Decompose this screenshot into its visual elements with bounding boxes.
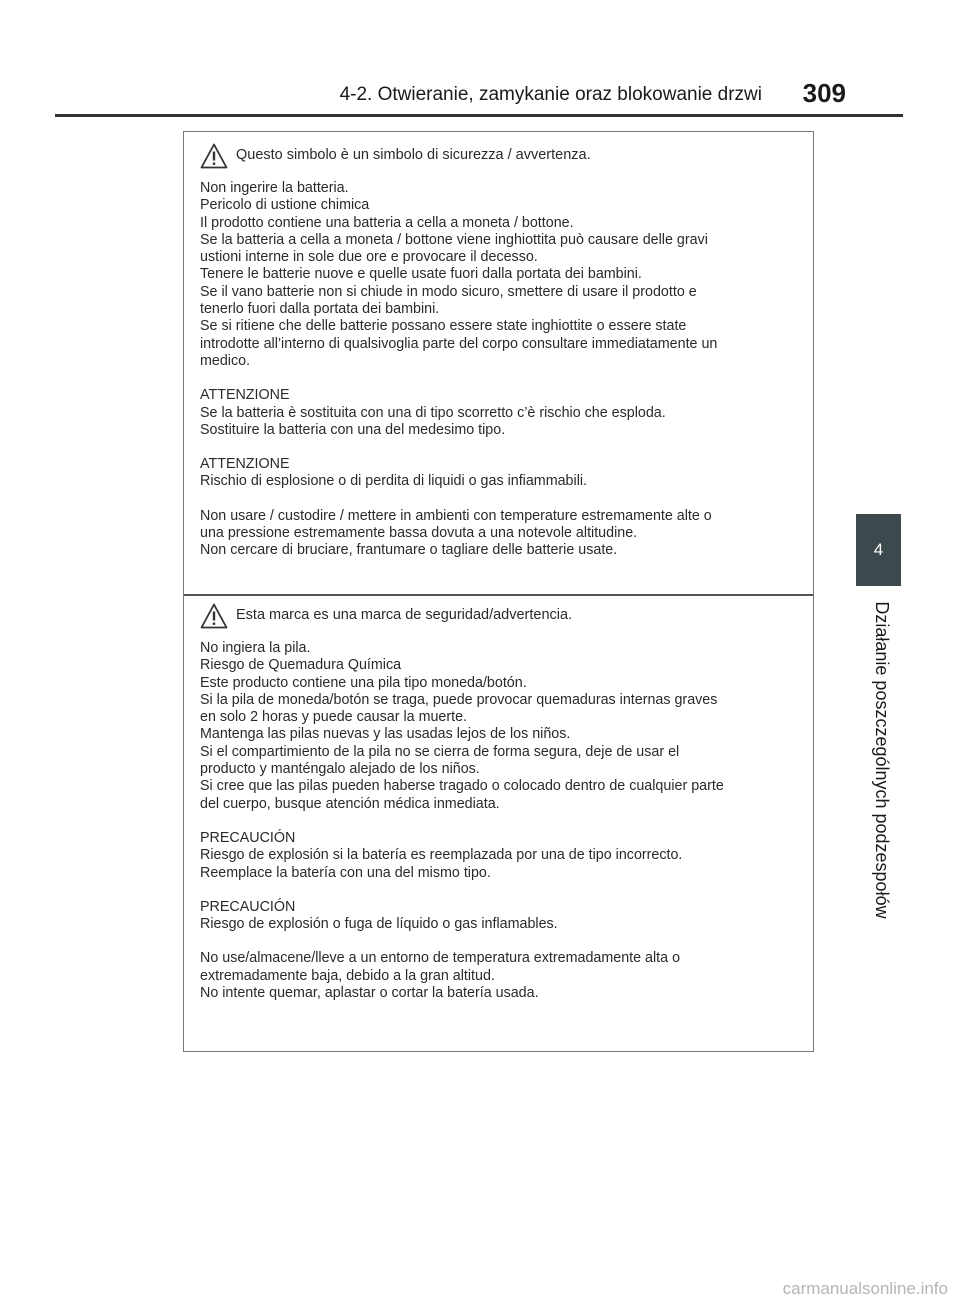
text-line: una pressione estremamente bassa dovuta a una notevole altitudine.	[200, 525, 638, 542]
text-line: No intente quemar, aplastar o cortar la batería usada.	[200, 985, 539, 1002]
text-line: Este producto contiene una pila tipo moneda/botón.	[200, 674, 527, 691]
text-line: ATTENZIONE	[200, 387, 290, 404]
warning-triangle-icon	[200, 603, 228, 629]
chapter-side-label: Działanie poszczególnych podzespołów	[872, 601, 892, 919]
text-line: Non ingerire la batteria.	[200, 180, 349, 196]
italian-paragraph-1	[200, 180, 800, 370]
text-line: Sostituire la batteria con una del medesimo tipo.	[200, 421, 506, 438]
spanish-paragraph-3	[200, 899, 800, 934]
text-line: No use/almacene/lleve a un entorno de temperatura extremadamente alta o	[200, 950, 681, 967]
spanish-paragraph-1	[200, 640, 800, 813]
italian-warning-panel	[200, 142, 800, 577]
battery-warning-box	[183, 131, 814, 1052]
spanish-warning-panel	[200, 602, 800, 1019]
spanish-paragraph-4	[200, 950, 800, 1002]
text-line: Si cree que las pilas pueden haberse tragado o colocado dentro de cualquier parte	[200, 778, 724, 795]
warning-triangle-icon	[200, 143, 228, 169]
text-line: Pericolo di ustione chimica	[200, 197, 370, 214]
text-line: Il prodotto contiene una batteria a cella a moneta / bottone.	[200, 214, 574, 231]
text-line: del cuerpo, busque atención médica inmediata.	[200, 795, 500, 812]
text-line: Si el compartimiento de la pila no se cierra de forma segura, deje de usar el	[200, 743, 680, 760]
spanish-paragraph-2	[200, 830, 800, 882]
text-line: tenerlo fuori dalla portata dei bambini.	[200, 301, 440, 318]
spanish-warning-heading-row	[200, 602, 800, 630]
text-line: Non cercare di bruciare, frantumare o tagliare delle batterie usate.	[200, 542, 618, 559]
text-line: Si la pila de moneda/botón se traga, puede provocar quemaduras internas graves	[200, 691, 718, 708]
text-line: Riesgo de Quemadura Química	[200, 657, 402, 674]
text-line: Se la batteria è sostituita con una di tipo scorretto c’è rischio che esploda.	[200, 404, 666, 421]
text-line: Riesgo de explosión si la batería es reemplazada por una de tipo incorrecto.	[200, 847, 683, 864]
text-line: Se si ritiene che delle batterie possano essere state inghiottite o essere state	[200, 318, 687, 335]
italian-warning-heading-row	[200, 142, 800, 170]
page-header	[0, 0, 960, 118]
italian-paragraph-3	[200, 456, 800, 491]
page-number: 309	[802, 78, 846, 108]
text-line: Mantenga las pilas nuevas y las usadas lejos de los niños.	[200, 726, 571, 743]
italian-paragraph-4	[200, 508, 800, 560]
italian-paragraph-2	[200, 387, 800, 439]
text-line: Non usare / custodire / mettere in ambienti con temperature estremamente alte o	[200, 507, 712, 524]
text-line: extremadamente baja, debido a la gran altitud.	[200, 967, 495, 984]
text-line: PRECAUCIÓN	[200, 829, 296, 846]
text-line: Se la batteria a cella a moneta / bottone viene inghiottita può causare delle gravi	[200, 231, 708, 248]
text-line: producto y manténgalo alejado de los niños.	[200, 761, 480, 778]
text-line: Rischio di esplosione o di perdita di liquidi o gas infiammabili.	[200, 473, 588, 490]
text-line: en solo 2 horas y puede causar la muerte.	[200, 709, 468, 726]
text-line: Tenere le batterie nuove e quelle usate fuori dalla portata dei bambini.	[200, 266, 642, 283]
text-line: Se il vano batterie non si chiude in modo sicuro, smettere di usare il prodotto e	[200, 283, 697, 300]
watermark: carmanualsonline.info	[782, 1279, 948, 1298]
text-line: PRECAUCIÓN	[200, 898, 296, 915]
spanish-warning-heading: Esta marca es una marca de seguridad/advertencia.	[236, 607, 573, 624]
italian-warning-heading: Questo simbolo è un simbolo di sicurezza / avvertenza.	[236, 147, 591, 164]
chapter-tab: 4	[856, 514, 901, 586]
section-title: 4-2. Otwieranie, zamykanie oraz blokowanie drzwi	[339, 84, 762, 105]
text-line: ustioni interne in sole due ore e provocare il decesso.	[200, 249, 538, 266]
text-line: No ingiera la pila.	[200, 640, 311, 656]
text-line: Riesgo de explosión o fuga de líquido o gas inflamables.	[200, 916, 558, 933]
text-line: introdotte all’interno di qualsivoglia parte del corpo consultare immediatamente un	[200, 335, 718, 352]
text-line: Reemplace la batería con una del mismo tipo.	[200, 864, 491, 881]
text-line: ATTENZIONE	[200, 456, 290, 473]
header-rule	[55, 114, 903, 117]
text-line: medico.	[200, 352, 251, 369]
panel-divider	[184, 594, 813, 596]
